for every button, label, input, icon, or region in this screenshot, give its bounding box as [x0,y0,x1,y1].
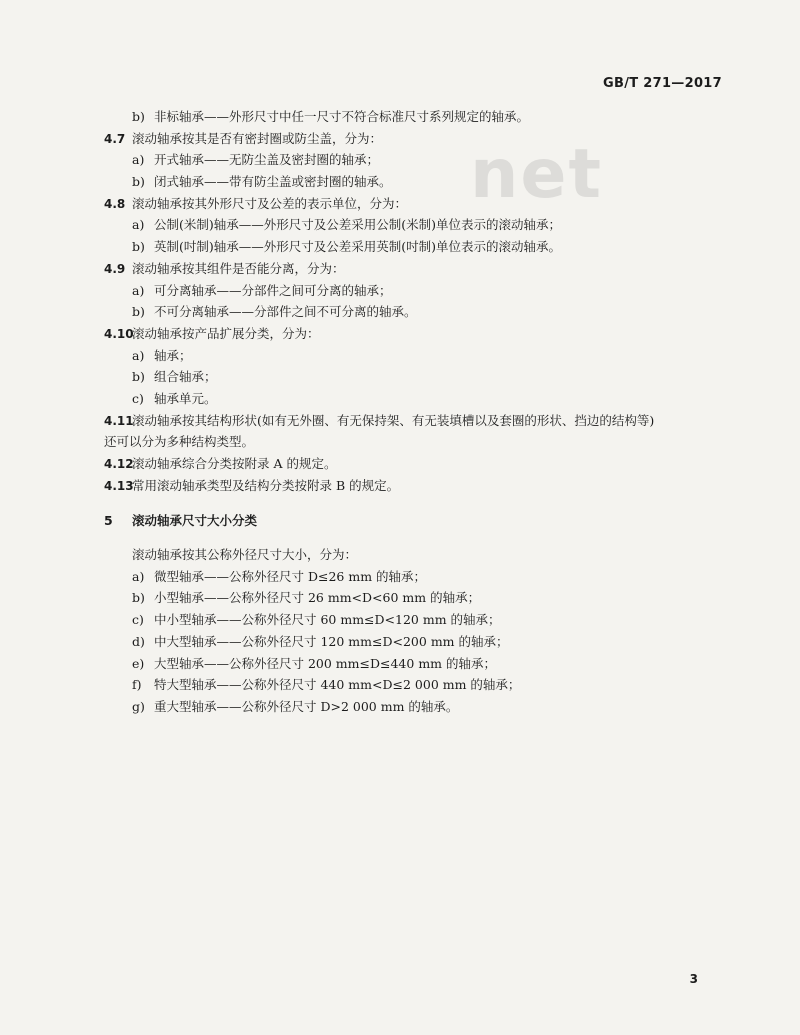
list-item [104,653,734,675]
list-item-label: a) [132,347,145,363]
list-item-label: a) [132,217,145,233]
list-item-label: b) [132,369,145,385]
list-item-text: 重大型轴承——公称外径尺寸 D>2 000 mm 的轴承。 [154,698,459,714]
list-item-label: b) [132,109,145,124]
clause [104,410,734,432]
list-item [104,366,734,388]
list-item [104,566,734,588]
clause [104,193,734,215]
list-item-text: 大型轴承——公称外径尺寸 200 mm≤D≤440 mm 的轴承； [154,655,496,671]
clause-text: 滚动轴承按产品扩展分类，分为： [132,325,320,341]
clause-number: 4.7 [104,131,126,146]
list-item [104,236,734,258]
clause-text: 滚动轴承按其是否有密封圈或防尘盖，分为： [132,130,383,146]
list-item-label: a) [132,282,145,298]
list-item-label: a) [132,568,145,584]
list-item-label: c) [132,390,144,406]
list-item-label: g) [132,698,145,714]
clause-text: 常用滚动轴承类型及结构分类按附录 B 的规定。 [132,477,400,493]
list-item-label: c) [132,612,144,628]
watermark: net [470,135,604,214]
list-item-label: e) [132,655,145,671]
clause-text: 滚动轴承按其外形尺寸及公差的表示单位，分为： [132,195,408,211]
list-item-text: 组合轴承； [154,369,217,385]
clause-number: 4.8 [104,196,126,211]
clause-continuation: 还可以分为多种结构类型。 [104,434,255,450]
clause [104,453,734,475]
section-number: 5 [104,513,113,529]
list-item-label: a) [132,152,145,168]
clause [104,323,734,345]
clause-number: 4.12 [104,457,134,471]
clause-number: 4.9 [104,261,126,276]
list-item [104,214,734,236]
list-item [104,149,734,171]
list-item [104,631,734,653]
list-item [104,696,734,718]
list-item-text: 闭式轴承——带有防尘盖或密封圈的轴承。 [154,174,392,190]
list-item-label: b) [132,304,145,320]
paragraph: 滚动轴承按其公称外径尺寸大小，分为： [132,547,358,563]
clause-text: 滚动轴承按其组件是否能分离，分为： [132,260,345,276]
clause-number: 4.10 [104,326,134,341]
section-title: 滚动轴承尺寸大小分类 [132,513,258,529]
list-item-text: 小型轴承——公称外径尺寸 26 mm<D<60 mm 的轴承； [154,590,481,606]
list-item [104,280,734,302]
list-item-label: b) [132,590,145,606]
clause-number: 4.13 [104,478,134,493]
list-item [104,587,734,609]
list-item [104,388,734,410]
list-item-label: d) [132,633,145,649]
list-item [104,609,734,631]
list-item-label: f) [132,677,142,693]
document-body [104,106,734,718]
list-item [104,301,734,323]
list-item-text: 非标轴承——外形尺寸中任一尺寸不符合标准尺寸系列规定的轴承。 [154,109,530,124]
list-item-text: 微型轴承——公称外径尺寸 D≤26 mm 的轴承； [154,568,427,584]
list-item-text: 中小型轴承——公称外径尺寸 60 mm≤D<120 mm 的轴承； [154,612,501,628]
list-item-text: 公制(米制)轴承——外形尺寸及公差采用公制(米制)单位表示的滚动轴承； [154,217,562,233]
list-item-text: 不可分离轴承——分部件之间不可分离的轴承。 [154,304,417,320]
standard-number: GB/T 271—2017 [603,76,722,91]
clause-text: 滚动轴承综合分类按附录 A 的规定。 [132,456,337,471]
list-item [104,171,734,193]
clause-text: 滚动轴承按其结构形状(如有无外圈、有无保持架、有无装填槽以及套圈的形状、挡边的结构等) [132,412,655,428]
clause [104,258,734,280]
list-item [104,674,734,696]
list-item-text: 轴承； [154,347,192,363]
list-item-text: 可分离轴承——分部件之间可分离的轴承； [154,282,392,298]
clause-number: 4.11 [104,413,134,428]
section-heading [104,510,734,532]
list-item-label: b) [132,174,145,190]
list-item-label: b) [132,239,145,255]
list-item-text: 英制(吋制)轴承——外形尺寸及公差采用英制(吋制)单位表示的滚动轴承。 [154,239,562,255]
list-item-text: 中大型轴承——公称外径尺寸 120 mm≤D<200 mm 的轴承； [154,633,509,649]
list-item [104,106,734,128]
clause [104,128,734,150]
list-item-text: 轴承单元。 [154,390,217,406]
list-item [104,345,734,367]
list-item-text: 开式轴承——无防尘盖及密封圈的轴承； [154,152,380,168]
clause [104,475,734,497]
page-number: 3 [689,972,698,986]
list-item-text: 特大型轴承——公称外径尺寸 440 mm<D≤2 000 mm 的轴承； [154,677,521,693]
